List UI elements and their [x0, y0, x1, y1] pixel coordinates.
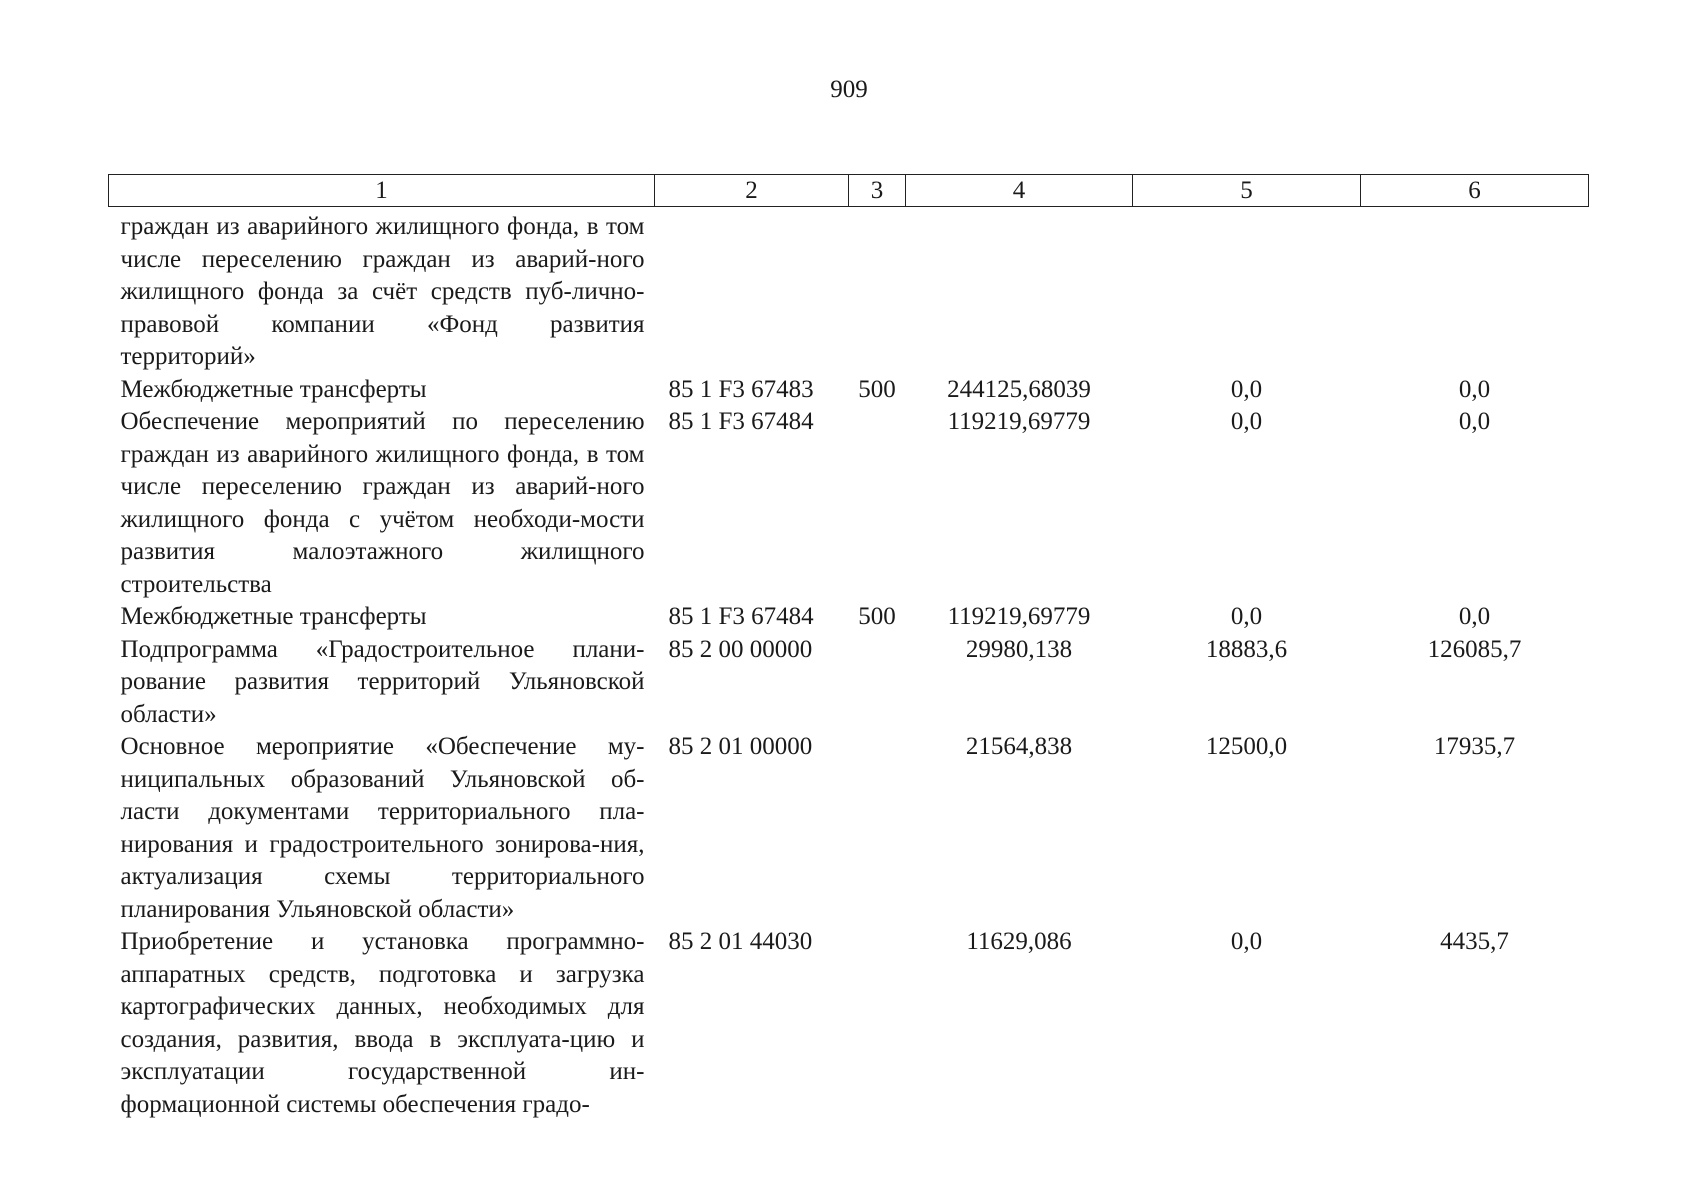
row-name: Межбюджетные трансферты [120, 603, 427, 630]
row-value-col5 [1133, 211, 1361, 374]
row-value-col6: 0,0 [1458, 375, 1491, 403]
row-value-col6: 126085,7 [1427, 635, 1522, 663]
row-target-code: 85 2 00 00000 [668, 635, 813, 663]
row-value-col6: 4435,7 [1440, 928, 1509, 955]
table-row [109, 634, 1589, 732]
row-value-col4: 21564,838 [965, 733, 1073, 760]
row-value-col4: 244125,68039 [947, 375, 1091, 403]
row-name: Подпрограмма «Градостроительное плани-рование развития территорий Ульяновской области» [120, 635, 645, 728]
table-row [109, 374, 1589, 407]
table-row [109, 406, 1589, 601]
row-value-col5: 12500,0 [1205, 733, 1288, 760]
row-expense-type: 500 [858, 603, 896, 630]
row-target-code: 85 1 F3 67484 [668, 603, 814, 630]
row-value-col5: 0,0 [1230, 603, 1263, 630]
header-row [109, 175, 1589, 207]
column-header-3: 3 [849, 175, 906, 207]
row-expense-type [849, 926, 906, 1121]
row-value-col4: 29980,138 [965, 635, 1073, 663]
row-value-col5: 18883,6 [1205, 635, 1288, 663]
row-name: Основное мероприятие «Обеспечение му-ниципальных образований Ульяновской об-ласти документами территориального пла-нирования и градостроительного зонирова-ния, актуализация схемы территориального планирования Ульяновской области» [120, 733, 645, 923]
row-value-col4: 11629,086 [966, 928, 1072, 955]
column-header-6: 6 [1361, 175, 1589, 207]
row-target-code [655, 211, 849, 374]
row-value-col5: 0,0 [1230, 928, 1263, 955]
row-value-col6 [1361, 211, 1589, 374]
row-value-col4: 119219,69779 [947, 603, 1091, 630]
row-target-code: 85 2 01 44030 [668, 928, 813, 955]
row-expense-type [849, 211, 906, 374]
row-value-col6: 0,0 [1458, 408, 1491, 435]
table-row [109, 211, 1589, 374]
table-row [109, 926, 1589, 1121]
row-value-col4 [906, 211, 1133, 374]
row-expense-type [849, 634, 906, 732]
table-header [109, 175, 1589, 207]
row-name: Обеспечение мероприятий по переселению граждан из аварийного жилищного фонда, в том числе переселению граждан из аварий-ного жилищного фонда с учётом необходи-мости развития малоэтажного жилищного строительства [120, 408, 645, 598]
table-row [109, 601, 1589, 634]
row-value-col4: 119219,69779 [947, 408, 1091, 435]
row-expense-type [849, 731, 906, 926]
row-value-col5: 0,0 [1230, 408, 1263, 435]
column-header-1: 1 [109, 175, 655, 207]
page-number: 909 [830, 76, 868, 103]
row-value-col6: 17935,7 [1433, 733, 1516, 760]
row-target-code: 85 2 01 00000 [668, 733, 813, 760]
row-expense-type [849, 406, 906, 601]
row-target-code: 85 1 F3 67483 [668, 375, 814, 403]
budget-table [108, 174, 1589, 1121]
row-expense-type: 500 [858, 375, 896, 403]
row-name: Межбюджетные трансферты [120, 375, 427, 403]
row-value-col6: 0,0 [1458, 603, 1491, 630]
row-name: Приобретение и установка программно-аппаратных средств, подготовка и загрузка картографических данных, необходимых для создания, развития, ввода в эксплуата-цию и эксплуатации государственной ин-формационной системы обеспечения градо- [120, 928, 645, 1118]
row-value-col5: 0,0 [1230, 375, 1263, 403]
column-header-4: 4 [906, 175, 1133, 207]
column-header-5: 5 [1133, 175, 1361, 207]
table-body [109, 207, 1589, 1122]
table-row [109, 731, 1589, 926]
row-target-code: 85 1 F3 67484 [668, 408, 814, 435]
row-name: граждан из аварийного жилищного фонда, в том числе переселению граждан из аварий-ного жилищного фонда за счёт средств пуб-лично-правовой компании «Фонд развития территорий» [120, 213, 645, 370]
column-header-2: 2 [655, 175, 849, 207]
